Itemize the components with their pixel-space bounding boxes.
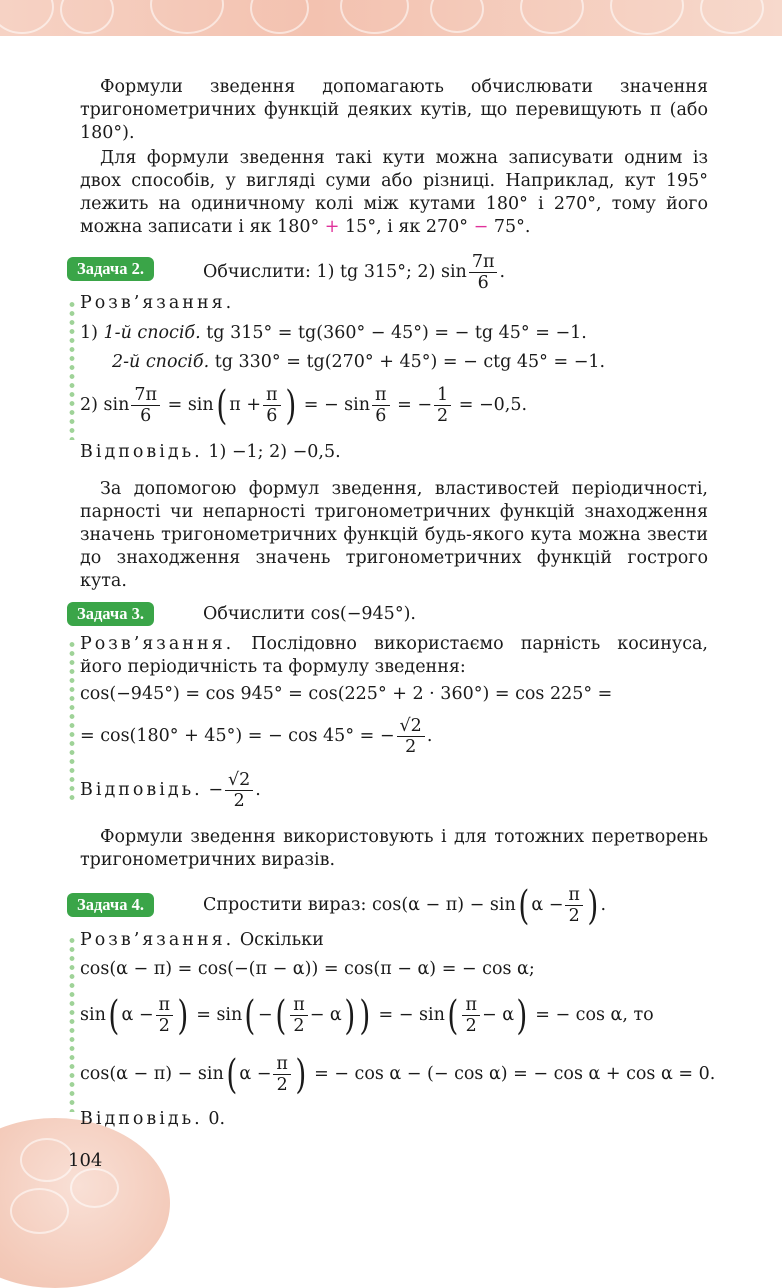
solution-margin-dots: [69, 640, 75, 800]
task-2-badge: Задача 2.: [67, 257, 154, 281]
task-2-prompt: Обчислити: 1) tg 315°; 2) sin $\frac{7\pi}{6}$ .: [203, 252, 506, 293]
task-4-answer: Відповідь. 0.: [80, 1109, 226, 1129]
solution-margin-dots: [69, 936, 75, 1112]
page-header-ornament: [0, 0, 782, 36]
minus-sign: −: [473, 217, 489, 237]
intro-paragraph-1: Формули зведення допомагають обчислювати значення тригонометричних функцій деяких кутів, що перевищують π (або 180°).: [80, 77, 708, 143]
task-4-line-1: cos(α − π) = cos(−(π − α)) = cos(π − α) = − cos α;: [80, 959, 535, 979]
task-2-solution-label: Розв’язання.: [80, 293, 235, 313]
task-4-line-3: cos(α − π) − sin( α − $\frac{\pi}{2}$ ) = − cos α − (− cos α) = − cos α + cos α = 0.: [80, 1051, 716, 1098]
task-4-solution-text: Розв’язання. Оскільки: [80, 930, 324, 950]
task-4-badge: Задача 4.: [67, 893, 154, 917]
task-3-prompt: Обчислити cos(−945°).: [203, 604, 416, 624]
page-number: 104: [68, 1150, 103, 1171]
paragraph-3: Формули зведення використовують і для тотожних перетворень тригонометричних виразів.: [80, 827, 708, 870]
task-4-line-2: sin( α − $\frac{\pi}{2}$ ) = sin( −( $\frac{\pi}{2}$ − α) ) = − sin( $\frac{\pi}{2}$ − α) = − cos α, то: [80, 992, 654, 1039]
corner-ornament: [0, 1118, 170, 1288]
task-3-line-1: cos(−945°) = cos 945° = cos(225° + 2 · 360°) = cos 225° =: [80, 684, 613, 704]
task-2-answer: Відповідь. 1) −1; 2) −0,5.: [80, 442, 341, 462]
task-2-line-1: 1) 1-й спосіб. tg 315° = tg(360° − 45°) = − tg 45° = −1.: [80, 323, 587, 343]
task-3-badge: Задача 3.: [67, 602, 154, 626]
plus-sign: +: [324, 217, 340, 237]
task-3-line-2: = cos(180° + 45°) = − cos 45° = − $\frac{√2}{2}$ .: [80, 716, 433, 757]
task-3-answer: Відповідь. − $\frac{√2}{2}$ .: [80, 770, 261, 811]
task-2-line-2: 2-й спосіб. tg 330° = tg(270° + 45°) = − ctg 45° = −1.: [112, 352, 606, 372]
intro-paragraph-2: Для формули зведення такі кути можна записувати одним із двох способів, у вигляді суми або різниці. Наприклад, кут 195° лежить на одиничному колі між кутами 180° і 270°, тому його можна записати і як 180° + 15°, і як 270° − 75°.: [80, 148, 708, 237]
task-4-prompt: Спростити вираз: cos(α − π) − sin( α − $\frac{\pi}{2}$ ) .: [203, 882, 607, 929]
middle-paragraph: За допомогою формул зведення, властивостей періодичності, парності чи непарності тригонометричних функцій знаходження значень тригонометричних функцій будь-якого кута можна звести до знаходження значень тригонометричних функцій гострого кута.: [80, 479, 708, 591]
task-2-line-3: 2) sin $\frac{7\pi}{6}$ = sin( π + $\frac{\pi}{6}$ ) = − sin $\frac{\pi}{6}$ = − $\frac{1}{2}$ = −0,5.: [80, 382, 528, 429]
solution-margin-dots: [69, 300, 75, 440]
task-3-solution-text: Розв’язання. Послідовно використаємо парність косинуса, його періодичність та формулу зведення:: [80, 634, 708, 677]
